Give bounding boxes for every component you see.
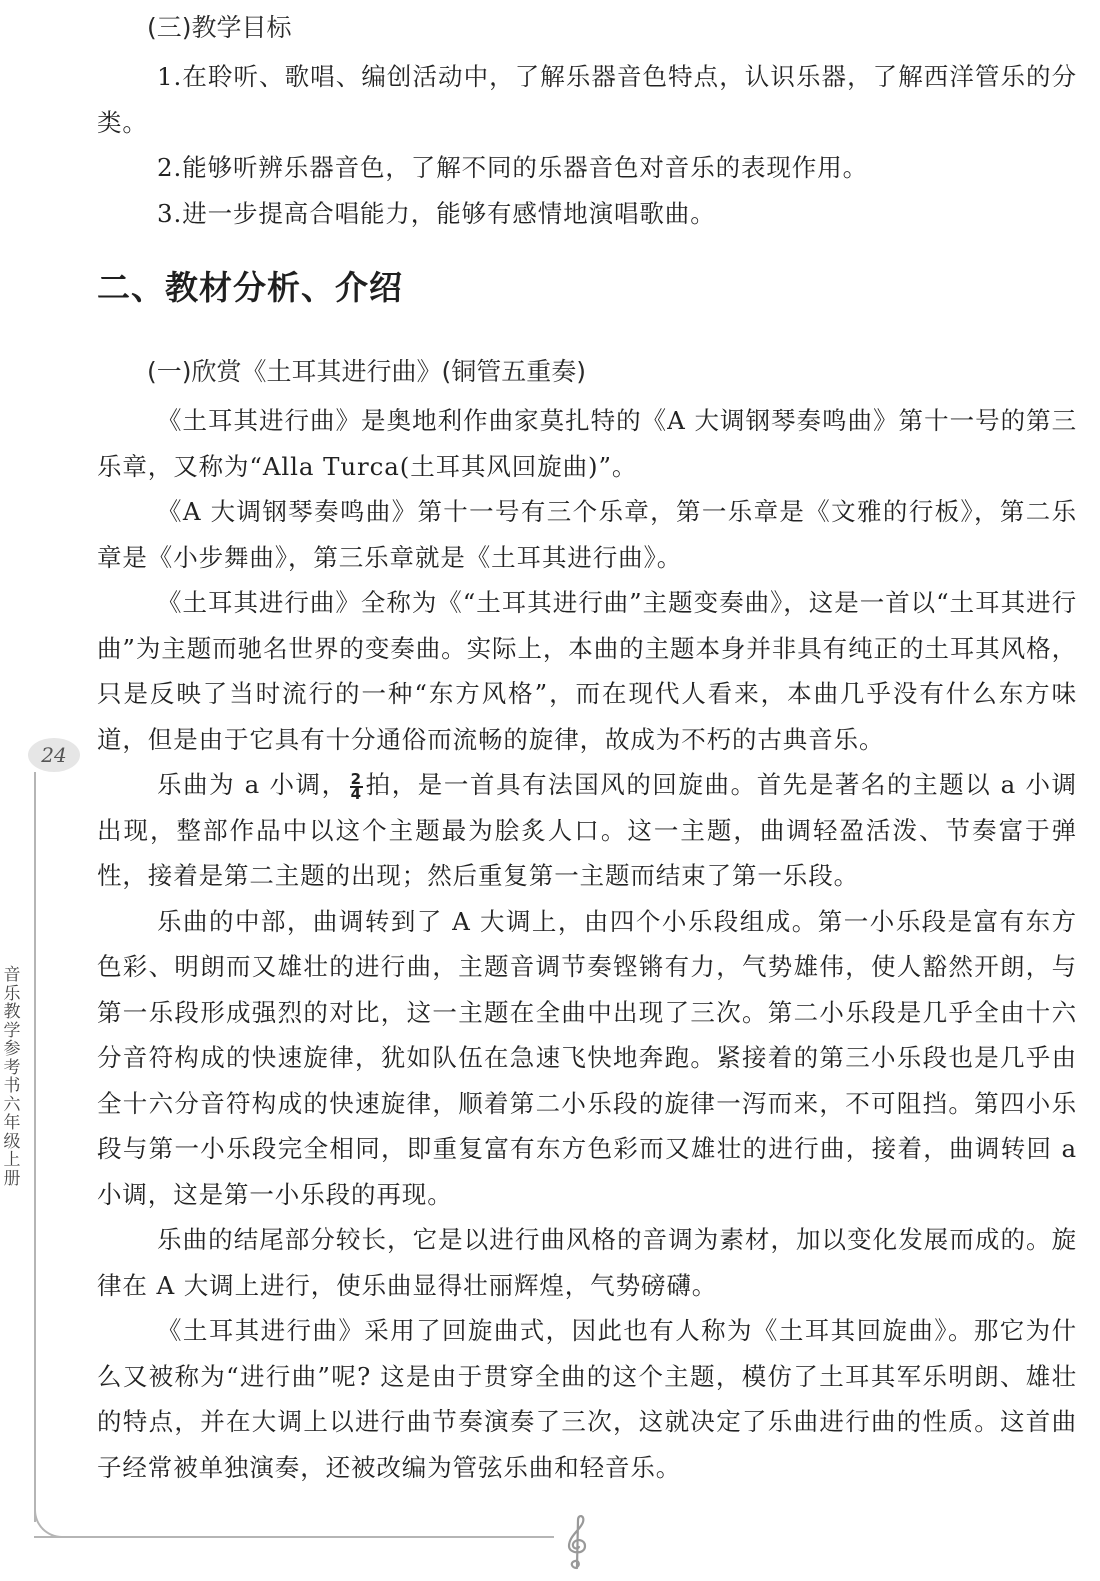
page-content [97, 6, 1077, 1490]
margin-rule-corner [34, 1506, 66, 1538]
time-signature-denominator: 4 [350, 784, 362, 803]
time-signature [350, 769, 363, 803]
section-heading: 二、教材分析、介绍 [97, 268, 403, 307]
margin-rule-vertical [34, 772, 36, 1522]
objectives-heading: (三)教学目标 [147, 13, 292, 42]
body-paragraph-6: 乐曲的结尾部分较长，它是以进行曲风格的音调为素材，加以变化发展而成的。旋律在 A 大调上进行，使乐曲显得壮丽辉煌，气势磅礴。 [97, 1225, 1077, 1300]
body-paragraph-3: 《土耳其进行曲》全称为《“土耳其进行曲”主题变奏曲》，这是一首以“土耳其进行曲”为主题而驰名世界的变奏曲。实际上，本曲的主题本身并非具有纯正的土耳其风格，只是反映了当时流行的一种“东方风格”，而在现代人看来，本曲几乎没有什么东方味道，但是由于它具有十分通俗而流畅的旋律，故成为不朽的古典音乐。 [97, 588, 1077, 754]
meter-text-before: 乐曲为 a 小调， [157, 770, 348, 799]
objective-item-3: 3.进一步提高合唱能力，能够有感情地演唱歌曲。 [157, 198, 716, 228]
body-paragraph-7: 《土耳其进行曲》采用了回旋曲式，因此也有人称为《土耳其回旋曲》。那它为什么又被称为“进行曲”呢? 这是由于贯穿全曲的这个主题，模仿了土耳其军乐明朗、雄壮的特点，并在大调上以进行曲节奏演奏了三次，这就决定了乐曲进行曲的性质。这首曲子经常被单独演奏，还被改编为管弦乐曲和轻音乐。 [97, 1316, 1077, 1482]
meter-text-after: 拍，是一首具有法国风的回旋曲。首先是著名的主题以 a 小调出现，整部作品中以这个主题最为脍炙人口。这一主题，曲调轻盈活泼、节奏富于弹性，接着是第二主题的出现；然后重复第一主题而结束了第一乐段。 [97, 770, 1077, 890]
body-paragraph-2: 《A 大调钢琴奏鸣曲》第十一号有三个乐章，第一乐章是《文雅的行板》，第二乐章是《小步舞曲》，第三乐章就是《土耳其进行曲》。 [97, 497, 1077, 572]
objective-item-2: 2.能够听辨乐器音色，了解不同的乐器音色对音乐的表现作用。 [157, 153, 868, 182]
book-title-vertical: 音乐教学参考书六年级上册 [3, 965, 21, 1189]
margin-rule-horizontal [34, 1536, 554, 1538]
body-paragraph-5: 乐曲的中部，曲调转到了 A 大调上，由四个小乐段组成。第一小乐段是富有东方色彩、明朗而又雄壮的进行曲，主题音调节奏铿锵有力，气势雄伟，使人豁然开朗，与第一乐段形成强烈的对比，这一主题在全曲中出现了三次。第二小乐段是几乎全由十六分音符构成的快速旋律，犹如队伍在急速飞快地奔跑。紧接着的第三小乐段也是几乎由全十六分音符构成的快速旋律，顺着第二小乐段的旋律一泻而来，不可阻挡。第四小乐段与第一小乐段完全相同，即重复富有东方色彩而又雄壮的进行曲，接着，曲调转回 a 小调，这是第一小乐段的再现。 [97, 906, 1077, 1209]
objective-item-1: 1.在聆听、歌唱、编创活动中，了解乐器音色特点，认识乐器，了解西洋管乐的分类。 [97, 62, 1077, 137]
treble-clef-icon [563, 1512, 591, 1572]
meter-paragraph [97, 762, 1077, 899]
page-number: 24 [28, 738, 80, 772]
body-paragraph-1: 《土耳其进行曲》是奥地利作曲家莫扎特的《A 大调钢琴奏鸣曲》第十一号的第三乐章，又称为“Alla Turca(土耳其风回旋曲)”。 [97, 406, 1077, 481]
appreciation-subheading: (一)欣赏《土耳其进行曲》(铜管五重奏) [147, 357, 587, 386]
time-signature-numerator: 2 [350, 769, 362, 788]
